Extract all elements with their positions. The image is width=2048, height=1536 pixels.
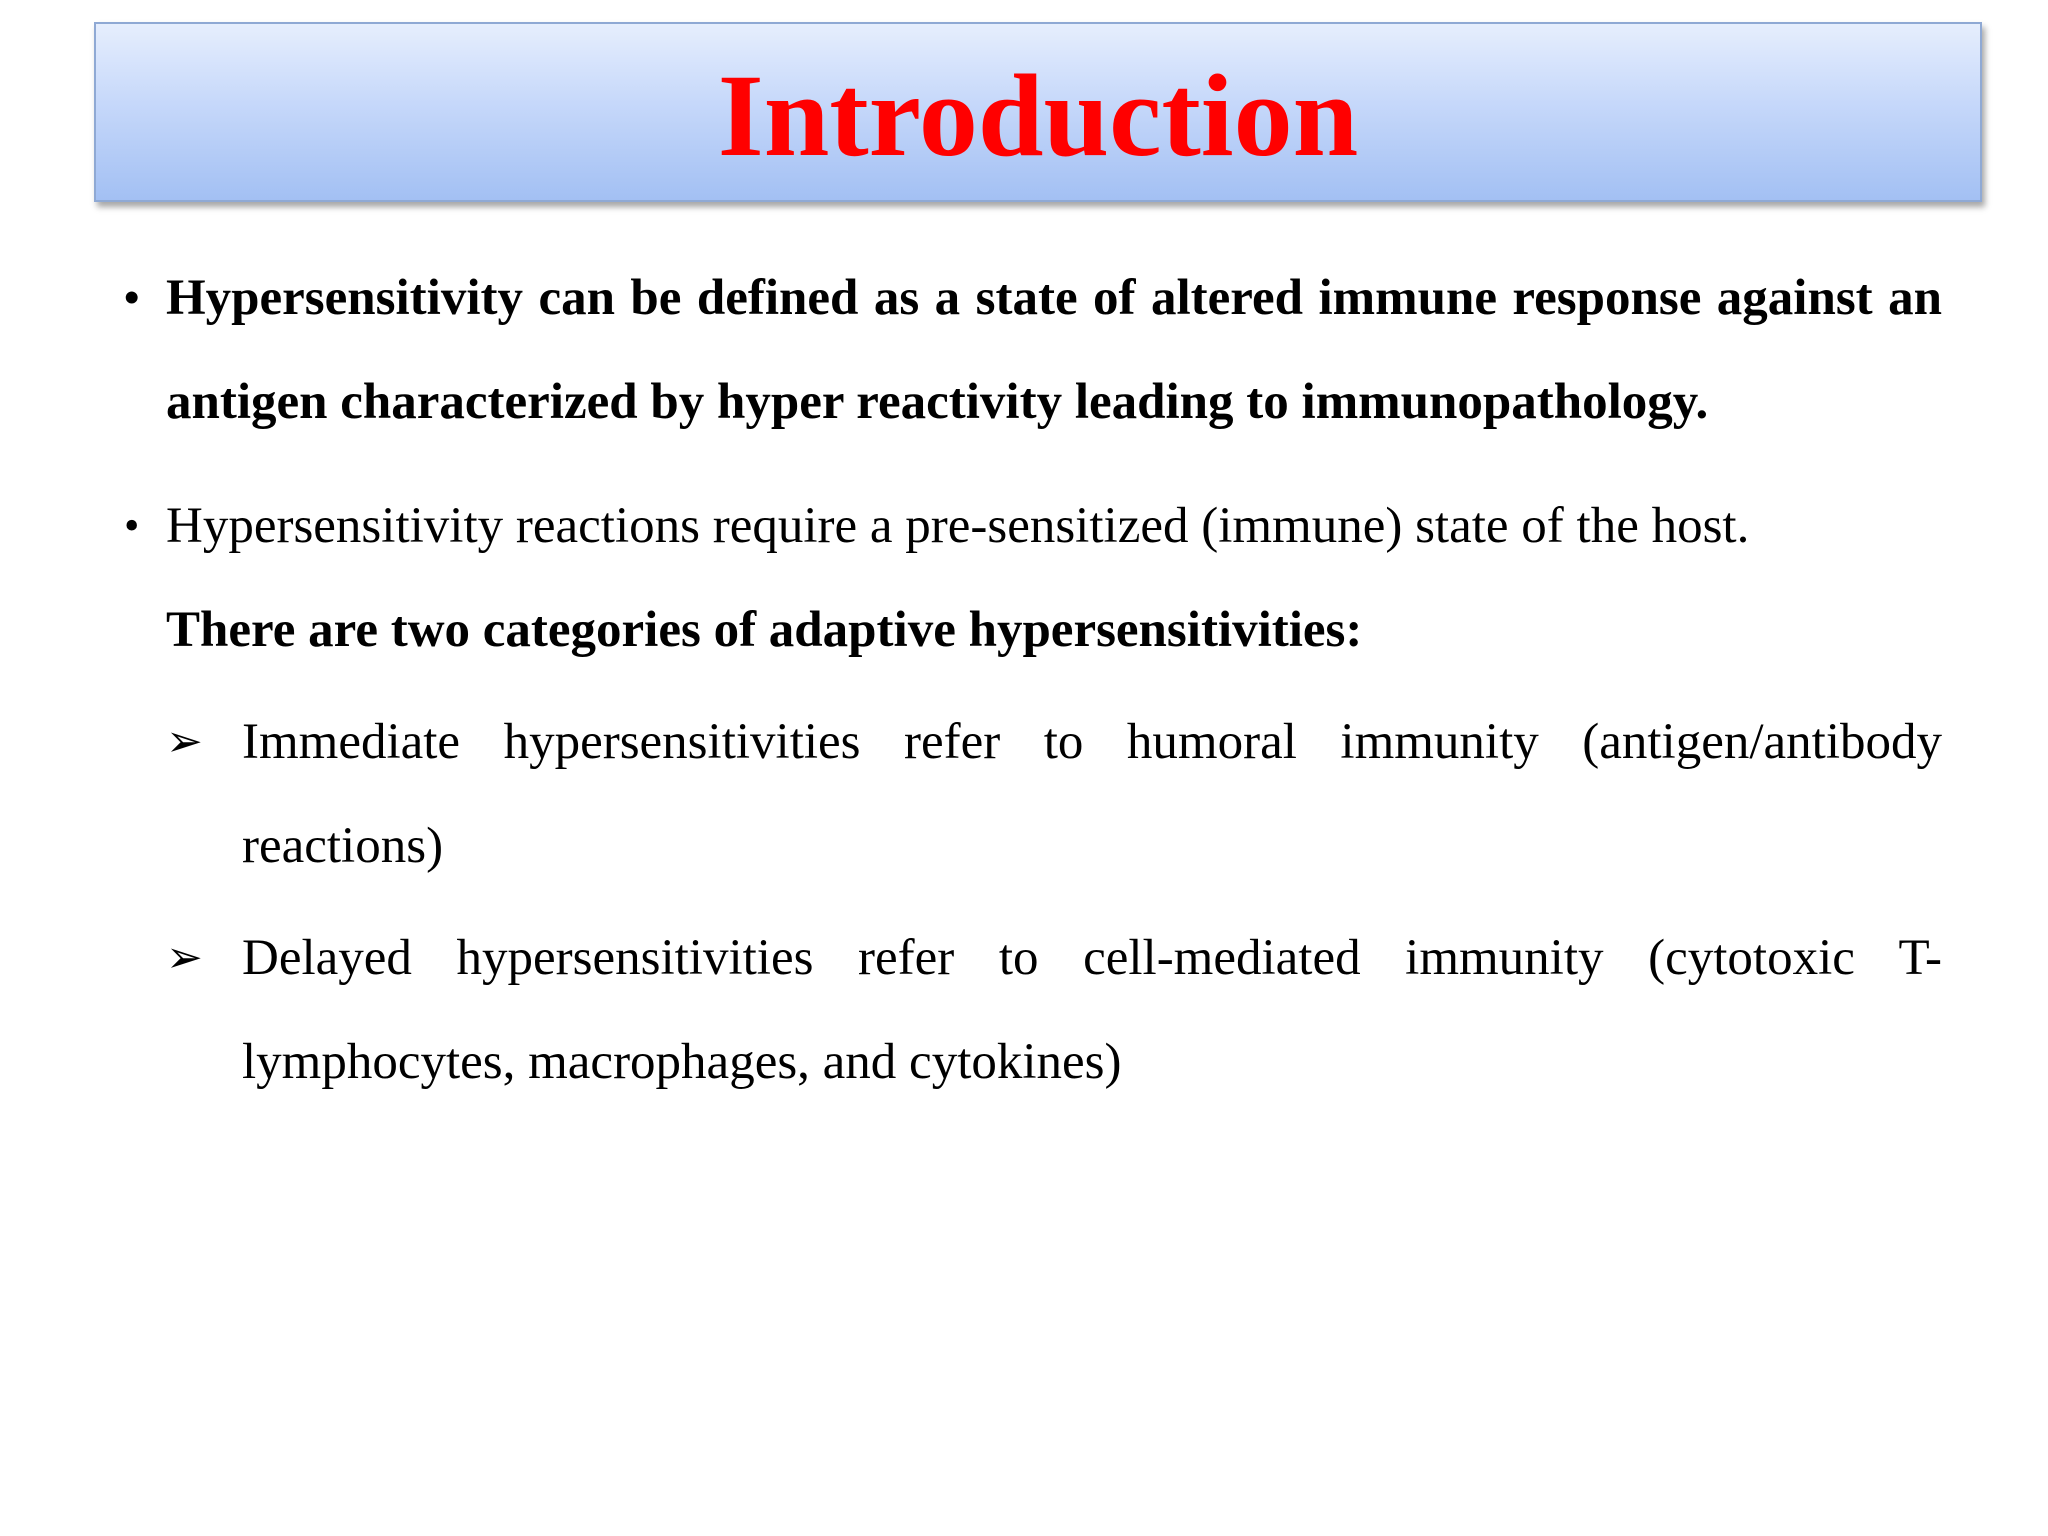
slide-body — [120, 246, 1942, 1114]
bullet-definition — [120, 246, 1942, 454]
category-item-immediate-text: Immediate hypersensitivities refer to humoral immunity (antigen/antibody reactions) — [242, 714, 1942, 874]
bullet-definition-text: Hypersensitivity can be defined as a state of altered immune response against an antigen characterized by hyper reactivity leading to immunopathology. — [166, 270, 1942, 430]
title-banner — [94, 22, 1982, 202]
category-item-delayed — [166, 906, 1942, 1114]
categories-heading: There are two categories of adaptive hypersensitivities: — [166, 602, 1363, 658]
bullet-requirement-text: Hypersensitivity reactions require a pre-sensitized (immune) state of the host. — [166, 498, 1750, 554]
arrow-bullet-icon: ➢ — [166, 716, 203, 767]
category-item-immediate — [166, 690, 1942, 898]
bullet-dot-icon: • — [124, 273, 140, 322]
bullet-dot-icon: • — [124, 501, 140, 550]
arrow-bullet-icon: ➢ — [166, 932, 203, 983]
bullet-requirement — [120, 474, 1942, 578]
slide-title: Introduction — [717, 50, 1359, 181]
category-item-delayed-text: Delayed hypersensitivities refer to cell-mediated immunity (cytotoxic T-lymphocytes, macrophages, and cytokines) — [242, 930, 1942, 1090]
